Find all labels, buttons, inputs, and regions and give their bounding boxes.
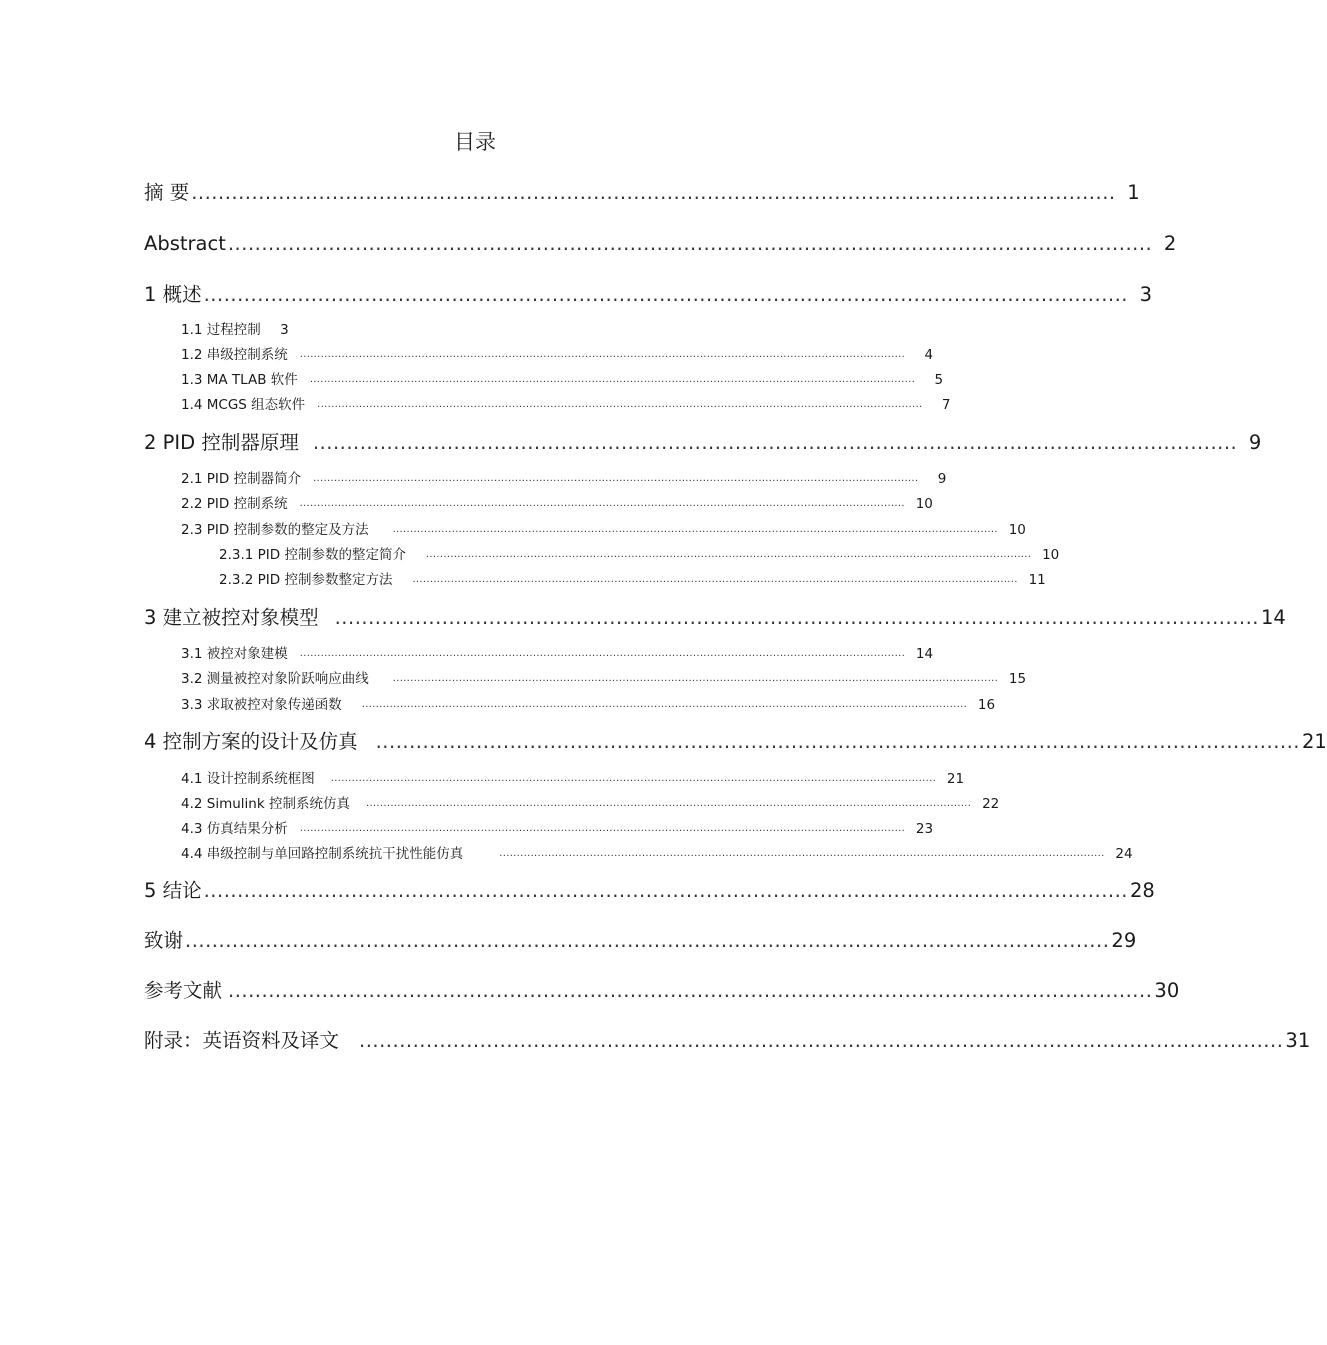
toc-entry-label: 1.2 串级控制系统 [181,347,288,363]
toc-entry-label: Abstract [144,232,226,255]
dot-leader: .............................................................................................................................................................................. [299,498,905,509]
toc-entry-page: 10 [1042,547,1060,563]
toc-entry-page: 7 [941,397,951,413]
toc-entry-1-3[interactable] [181,370,944,390]
toc-entry-2-3-2[interactable] [219,570,1046,590]
toc-entry-label: 参考文献 [144,979,223,1002]
dot-leader: .............................................................................................................................................................................. [313,473,919,484]
toc-entry-page: 28 [1130,879,1155,902]
toc-entry-page: 23 [915,821,934,837]
dot-leader: .............................................................................................................................................................................. [425,549,1032,560]
dot-leader: .............................................................................................................................................................................. [317,399,923,410]
dot-leader: .......................................................................................................................................... [185,929,1110,952]
toc-entry-references[interactable] [144,976,1180,1006]
toc-entry-1-2[interactable] [181,345,934,365]
toc-entry-chapter-5[interactable] [144,876,1155,906]
page-title: 目录 [454,130,496,154]
toc-entry-label: 1.3 MA TLAB 软件 [181,372,298,388]
toc-entry-page: 9 [937,471,947,487]
toc-entry-2-3-1[interactable] [219,545,1060,565]
toc-entry-chapter-4[interactable] [144,727,1327,757]
dot-leader: .......................................................................................................................................... [227,232,1153,255]
toc-entry-page: 14 [1261,606,1286,629]
toc-entry-3-3[interactable] [181,695,996,715]
toc-entry-label: 4.1 设计控制系统框图 [181,771,315,787]
toc-entry-abstract-cn[interactable] [144,178,1140,208]
dot-leader: .......................................................................................................................................... [375,730,1301,753]
dot-leader: .............................................................................................................................................................................. [392,673,999,684]
toc-entry-page: 14 [915,646,934,662]
toc-entry-label: 3.2 测量被控对象阶跃响应曲线 [181,671,369,687]
toc-entry-page: 31 [1285,1029,1311,1052]
toc-entry-1-1[interactable] [181,320,289,340]
toc-entry-label: 5 结论 [144,879,202,902]
toc-entry-chapter-1[interactable] [144,280,1153,310]
toc-entry-chapter-3[interactable] [144,603,1286,633]
toc-entry-4-4[interactable] [181,844,1133,864]
toc-entry-label: 1 概述 [144,283,202,306]
toc-entry-page: 21 [1302,730,1327,753]
toc-entry-label: 摘 要 [144,181,190,204]
toc-entry-label: 4 控制方案的设计及仿真 [144,730,358,753]
dot-leader: .............................................................................................................................................................................. [299,823,906,834]
dot-leader: .............................................................................................................................................................................. [299,349,906,360]
toc-entry-label: 4.3 仿真结果分析 [181,821,288,837]
toc-entry-page: 3 [280,322,289,338]
toc-entry-4-2[interactable] [181,794,1000,814]
toc-entry-page: 10 [915,496,933,512]
toc-entry-label: 2 PID 控制器原理 [144,431,299,454]
dot-leader: .............................................................................................................................................................................. [499,848,1105,859]
toc-entry-label: 附录：英语资料及译文 [144,1029,340,1052]
dot-leader: .......................................................................................................................................... [203,283,1129,306]
toc-entry-page: 2 [1163,232,1177,255]
dot-leader: .......................................................................................................................................... [334,606,1260,629]
dot-leader: .............................................................................................................................................................................. [299,648,906,659]
toc-entry-2-3[interactable] [181,520,1026,540]
toc-entry-page: 3 [1139,283,1153,306]
toc-entry-chapter-2[interactable] [144,428,1262,458]
dot-leader: .......................................................................................................................................... [203,879,1129,902]
toc-entry-label: 2.2 PID 控制系统 [181,496,288,512]
toc-entry-label: 4.2 Simulink 控制系统仿真 [181,796,350,812]
dot-leader: .......................................................................................................................................... [312,431,1238,454]
toc-entry-page: 30 [1154,979,1180,1002]
toc-entry-label: 4.4 串级控制与单回路控制系统抗干扰性能仿真 [181,846,464,862]
toc-entry-page: 1 [1127,181,1140,204]
toc-entry-page: 22 [982,796,1000,812]
dot-leader: .............................................................................................................................................................................. [412,574,1018,585]
toc-entry-label: 2.1 PID 控制器简介 [181,471,302,487]
toc-entry-page: 24 [1115,846,1133,862]
toc-entry-2-2[interactable] [181,494,933,514]
dot-leader: .............................................................................................................................................................................. [361,699,968,710]
toc-entry-abstract-en[interactable] [144,229,1177,259]
toc-entry-page: 15 [1008,671,1027,687]
toc-entry-page: 4 [924,347,934,363]
toc-entry-page: 10 [1008,522,1026,538]
dot-leader: .............................................................................................................................................................................. [365,798,972,809]
toc-entry-label: 3.3 求取被控对象传递函数 [181,697,342,713]
toc-entry-page: 11 [1028,572,1046,588]
toc-entry-label: 3 建立被控对象模型 [144,606,319,629]
toc-entry-label: 3.1 被控对象建模 [181,646,288,662]
toc-entry-label: 1.4 MCGS 组态软件 [181,397,306,413]
toc-entry-2-1[interactable] [181,469,947,489]
toc-entry-4-3[interactable] [181,819,934,839]
toc-entry-page: 16 [977,697,996,713]
toc-entry-page: 29 [1111,929,1137,952]
toc-entry-label: 1.1 过程控制 [181,322,261,338]
toc-entry-3-2[interactable] [181,669,1027,689]
toc-entry-1-4[interactable] [181,395,951,415]
toc-entry-label: 2.3.2 PID 控制参数整定方法 [219,572,393,588]
toc-entry-page: 5 [934,372,944,388]
toc-entry-page: 9 [1248,431,1262,454]
toc-entry-4-1[interactable] [181,769,965,789]
dot-leader: .............................................................................................................................................................................. [309,374,916,385]
dot-leader: .......................................................................................................................................... [191,181,1116,204]
dot-leader: .............................................................................................................................................................................. [330,773,937,784]
toc-entry-page: 21 [946,771,965,787]
toc-entry-label: 致谢 [144,929,184,952]
dot-leader: .......................................................................................................................................... [359,1029,1284,1052]
toc-entry-label: 2.3.1 PID 控制参数的整定简介 [219,547,406,563]
toc-entry-label: 2.3 PID 控制参数的整定及方法 [181,522,369,538]
dot-leader: .............................................................................................................................................................................. [392,524,998,535]
toc-entry-3-1[interactable] [181,644,934,664]
toc-entry-acknowledgement[interactable] [144,926,1137,956]
dot-leader: .......................................................................................................................................... [228,979,1153,1002]
toc-entry-appendix[interactable] [144,1026,1311,1056]
